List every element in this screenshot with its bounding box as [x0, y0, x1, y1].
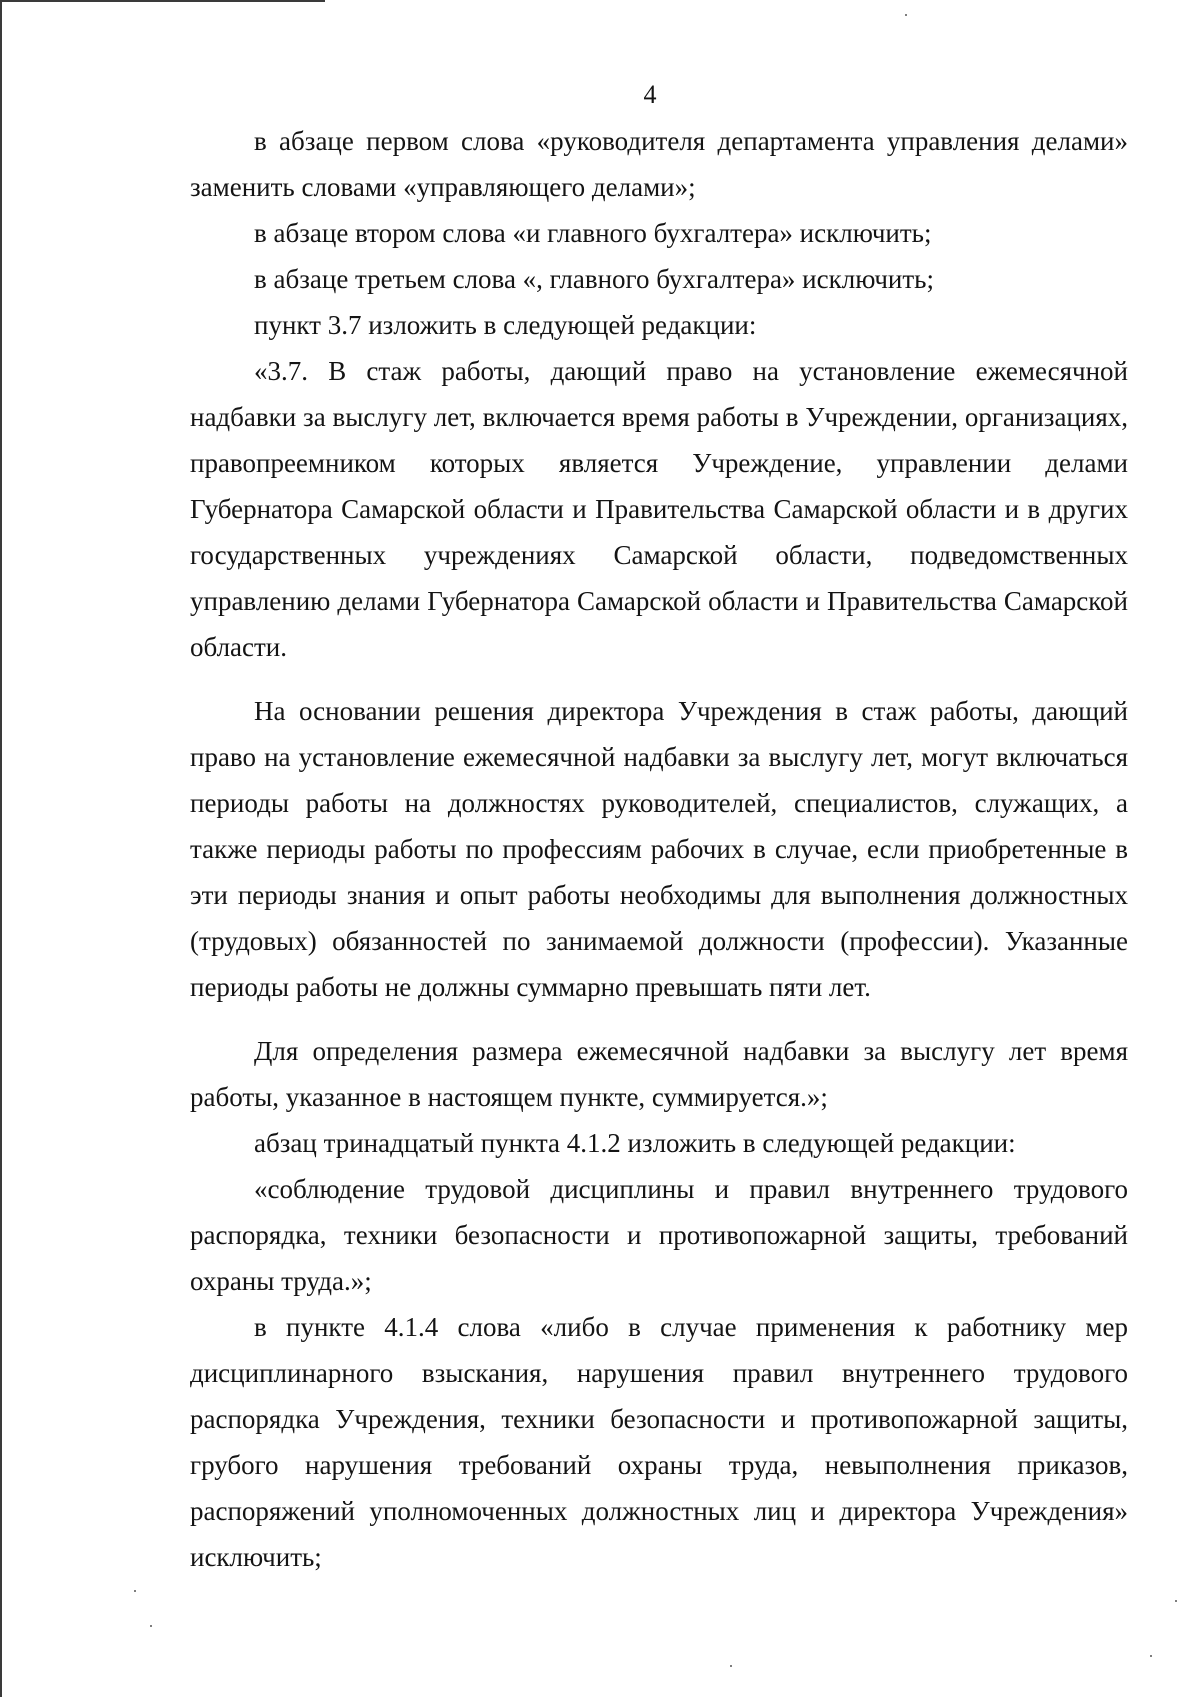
scan-border-top — [0, 0, 325, 2]
scan-speck — [905, 14, 907, 16]
document-body — [190, 118, 1128, 1580]
paragraph-5: «3.7. В стаж работы, дающий право на установление ежемесячной надбавки за выслугу лет, включается время работы в Учреждении, организациях, правопреемником которых является Учреждение, управлении делами Губернатора Самарской области и Правительства Самарской области и в других государственных учреждениях Самарской области, подведомственных управлению делами Губернатора Самарской области и Правительства Самарской области. — [190, 356, 1128, 662]
paragraph-8: абзац тринадцатый пункта 4.1.2 изложить в следующей редакции: — [254, 1128, 1016, 1158]
paragraph-6: На основании решения директора Учреждения в стаж работы, дающий право на установление ежемесячной надбавки за выслугу лет, могут включаться периоды работы на должностях руководителей, специалистов, служащих, а также периоды работы по профессиям рабочих в случае, если приобретенные в эти периоды знания и опыт работы необходимы для выполнения должностных (трудовых) обязанностей по занимаемой должности (профессии). Указанные периоды работы не должны суммарно превышать пяти лет. — [190, 696, 1128, 1002]
paragraph-2: в абзаце втором слова «и главного бухгалтера» исключить; — [254, 218, 932, 248]
paragraph-3: в абзаце третьем слова «, главного бухгалтера» исключить; — [254, 264, 934, 294]
scan-speck — [730, 1665, 732, 1667]
page-number: 4 — [643, 80, 657, 109]
paragraph-10: в пункте 4.1.4 слова «либо в случае применения к работнику мер дисциплинарного взыскания, нарушения правил внутреннего трудового распорядка Учреждения, техники безопасности и противопожарной защиты, грубого нарушения требований охраны труда, невыполнения приказов, распоряжений уполномоченных должностных лиц и директора Учреждения» исключить; — [190, 1312, 1128, 1572]
scan-border-left — [0, 0, 2, 1697]
scan-speck — [1150, 1655, 1152, 1657]
paragraph-4: пункт 3.7 изложить в следующей редакции: — [254, 310, 757, 340]
scan-speck — [134, 1590, 136, 1592]
scan-speck — [1175, 1600, 1177, 1602]
paragraph-1: в абзаце первом слова «руководителя департамента управления делами» заменить словами «управляющего делами»; — [190, 126, 1128, 202]
scan-speck — [150, 1625, 152, 1627]
paragraph-7: Для определения размера ежемесячной надбавки за выслугу лет время работы, указанное в настоящем пункте, суммируется.»; — [190, 1036, 1128, 1112]
paragraph-9: «соблюдение трудовой дисциплины и правил внутреннего трудового распорядка, техники безопасности и противопожарной защиты, требований охраны труда.»; — [190, 1174, 1128, 1296]
